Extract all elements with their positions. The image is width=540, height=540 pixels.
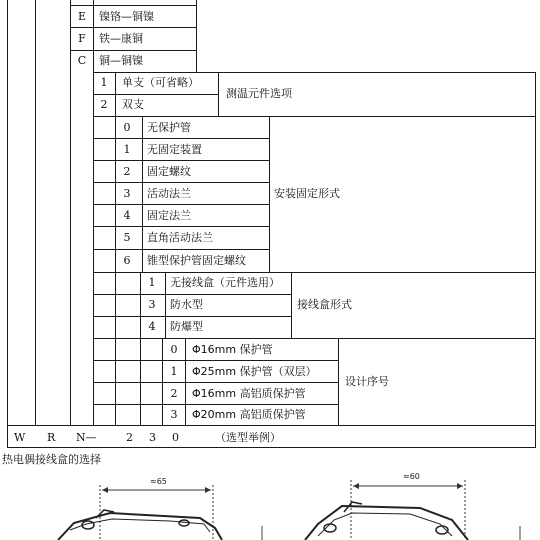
mount-code: 6 [123, 254, 131, 267]
material-code: E [77, 10, 87, 23]
material-name: 铁—康铜 [99, 32, 143, 45]
design-code: 3 [170, 408, 178, 421]
table-grid-line [162, 404, 339, 405]
mount-name: 无保护管 [147, 121, 191, 134]
table-grid-line [93, 404, 162, 405]
design-name: Φ25mm 保护管（双层） [192, 365, 317, 378]
table-grid-line [93, 160, 115, 161]
table-grid-line [93, 338, 162, 339]
example-code: 0 [172, 431, 179, 444]
table-grid-line [93, 138, 115, 139]
table-grid-line [165, 272, 166, 338]
material-code: F [78, 32, 86, 45]
table-grid-line [140, 272, 536, 273]
mount-name: 固定螺纹 [147, 165, 191, 178]
table-grid-line [93, 294, 140, 295]
table-grid-line [93, 272, 140, 273]
table-grid-line [115, 116, 536, 117]
example-code: R [47, 431, 56, 444]
table-grid-line [115, 138, 270, 139]
element-code: 2 [100, 98, 108, 111]
junction-code: 1 [148, 276, 156, 289]
table-grid-line [162, 360, 339, 361]
mount-name: 无固定装置 [147, 143, 202, 156]
mount-name: 固定法兰 [147, 209, 191, 222]
table-border-left [7, 0, 8, 448]
junction-name: 防水型 [170, 298, 203, 311]
mount-name: 锥型保护管固定螺纹 [147, 254, 246, 267]
design-name: Φ16mm 保护管 [192, 343, 273, 356]
table-grid-line [93, 360, 162, 361]
design-name: Φ20mm 高铝质保护管 [192, 408, 306, 421]
table-grid-line [93, 116, 115, 117]
material-name: 铜—铜镍 [99, 54, 143, 67]
design-code: 2 [170, 387, 178, 400]
material-name: 镍铬—铜镍 [99, 10, 154, 23]
mount-code: 0 [123, 121, 131, 134]
table-grid-line [115, 226, 270, 227]
element-group-label: 测温元件选项 [226, 87, 292, 100]
table-grid-line [115, 160, 270, 161]
table-grid-line [196, 0, 197, 72]
junction-code: 3 [148, 298, 156, 311]
table-grid-line [7, 425, 536, 426]
table-grid-line [162, 338, 536, 339]
table-grid-line [291, 272, 292, 338]
table-grid-line [93, 94, 219, 95]
table-grid-line [70, 27, 197, 28]
table-grid-line [93, 382, 162, 383]
element-name: 双支 [122, 98, 144, 111]
material-code: C [77, 54, 87, 67]
table-grid-line [140, 316, 292, 317]
mount-code: 5 [123, 231, 131, 244]
example-code: 2 [126, 431, 133, 444]
junction-box-drawing [0, 468, 540, 540]
table-grid-line [93, 249, 115, 250]
mount-group-label: 安装固定形式 [274, 187, 340, 200]
table-grid-line [93, 316, 140, 317]
table-grid-line [70, 5, 197, 6]
example-code: 3 [149, 431, 156, 444]
design-code: 0 [170, 343, 178, 356]
example-code: N— [76, 431, 97, 444]
mount-name: 直角活动法兰 [147, 231, 213, 244]
table-grid-line [140, 294, 292, 295]
junction-group-label: 接线盒形式 [297, 298, 352, 311]
drawing-caption: 热电偶接线盒的选择 [2, 453, 101, 466]
mount-code: 1 [123, 143, 131, 156]
junction-name: 无接线盒（元件选用） [170, 276, 280, 289]
element-code: 1 [100, 76, 108, 89]
table-grid-line [93, 226, 115, 227]
table-border-bottom [7, 447, 536, 448]
example-code: W [14, 431, 26, 444]
design-code: 1 [170, 365, 178, 378]
element-name: 单支（可省略） [122, 76, 199, 89]
table-grid-line [93, 204, 115, 205]
table-grid-line [35, 0, 36, 425]
table-grid-line [70, 50, 197, 51]
design-group-label: 设计序号 [345, 375, 389, 388]
design-name: Φ16mm 高铝质保护管 [192, 387, 306, 400]
junction-name: 防爆型 [170, 320, 203, 333]
table-grid-line [115, 249, 270, 250]
table-grid-line [115, 182, 270, 183]
mount-code: 4 [123, 209, 131, 222]
mount-code: 3 [123, 187, 131, 200]
mount-code: 2 [123, 165, 131, 178]
junction-code: 4 [148, 320, 156, 333]
table-border-right [535, 72, 536, 448]
table-grid-line [162, 382, 339, 383]
table-grid-line [93, 182, 115, 183]
mount-name: 活动法兰 [147, 187, 191, 200]
table-grid-line [115, 204, 270, 205]
table-grid-line [93, 0, 94, 425]
left-dimension-label: ≈65 [150, 477, 167, 486]
table-grid-line [93, 72, 536, 73]
right-dimension-label: ≈60 [403, 472, 420, 481]
example-note: （选型举例） [215, 431, 281, 444]
